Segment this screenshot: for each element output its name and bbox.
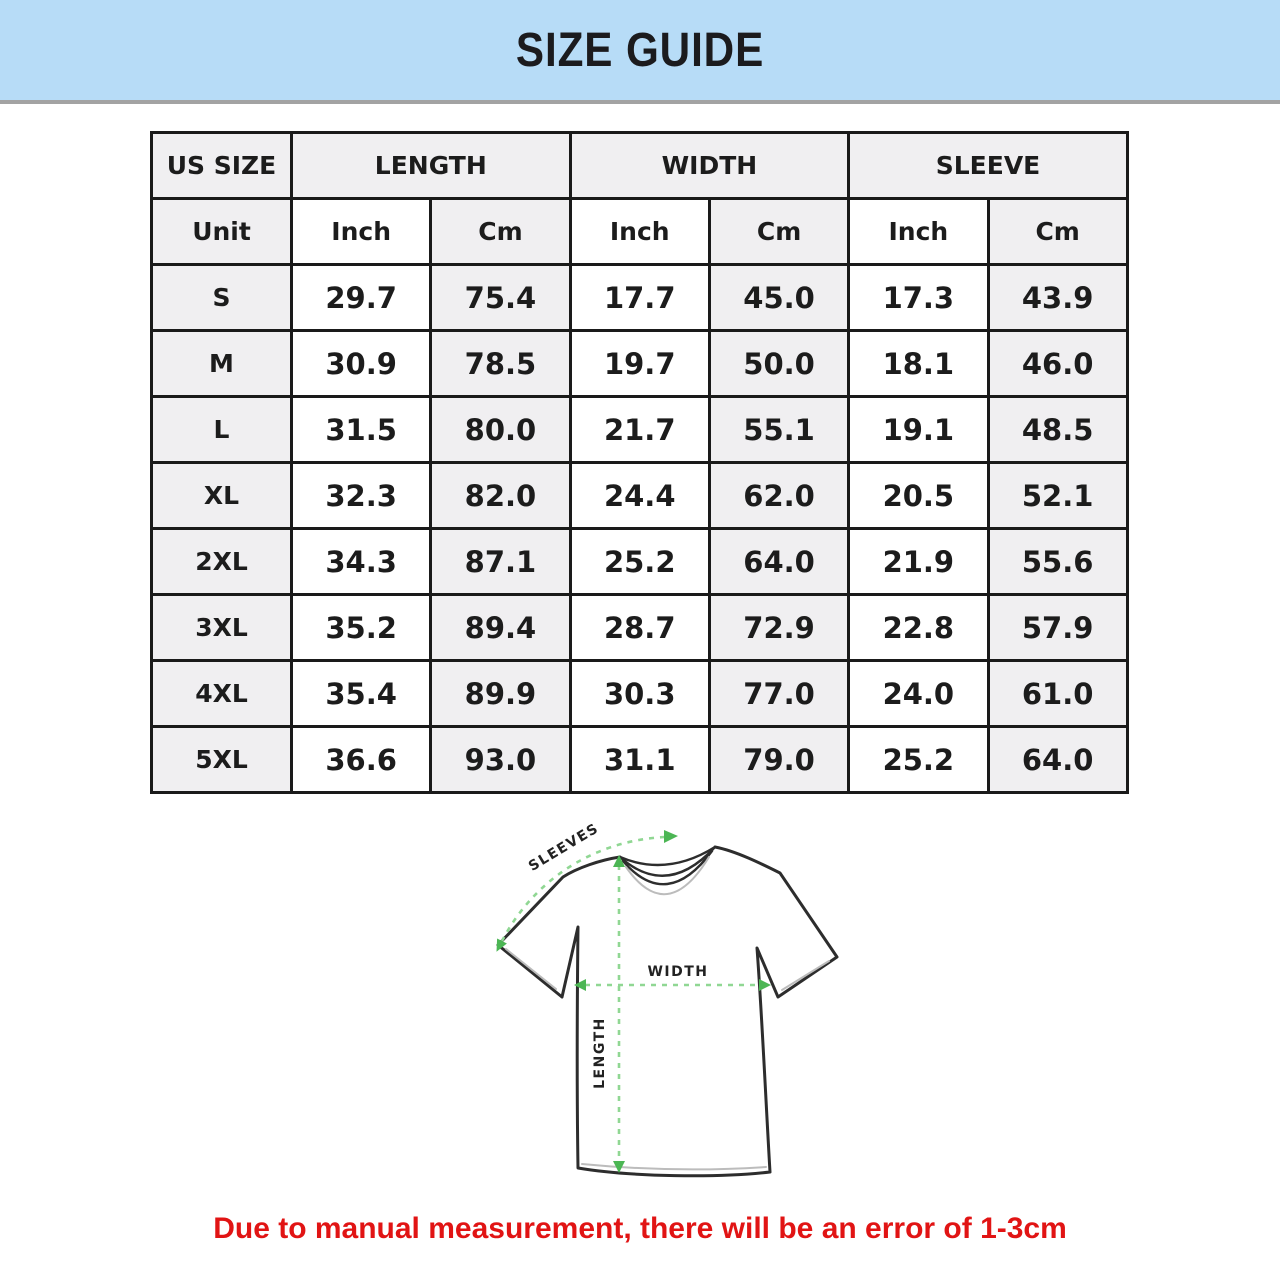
size-label-cell: M [152,331,292,397]
measurement-value-cell: 87.1 [431,529,570,595]
width-arrowhead-right [759,979,771,991]
measurement-value-cell: 61.0 [988,661,1127,727]
measurement-value-cell: 35.2 [292,595,431,661]
measurement-value-cell: 55.6 [988,529,1127,595]
measurement-value-cell: 30.3 [570,661,709,727]
table-row [152,331,1128,397]
measurement-value-cell: 25.2 [849,727,988,793]
measurement-value-cell: 31.1 [570,727,709,793]
measurement-value-cell: 24.4 [570,463,709,529]
size-table-body [152,265,1128,793]
measurement-value-cell: 30.9 [292,331,431,397]
measurement-value-cell: 78.5 [431,331,570,397]
unit-cm-cell: Cm [431,199,570,265]
measurement-value-cell: 32.3 [292,463,431,529]
measurement-value-cell: 29.7 [292,265,431,331]
measurement-value-cell: 72.9 [709,595,848,661]
size-label-cell: XL [152,463,292,529]
col-header-width: WIDTH [570,133,849,199]
measurement-value-cell: 24.0 [849,661,988,727]
banner [0,0,1280,104]
table-row [152,265,1128,331]
measurement-value-cell: 57.9 [988,595,1127,661]
size-label-cell: 4XL [152,661,292,727]
unit-header-cell: Unit [152,199,292,265]
length-arrow [613,855,625,1173]
unit-inch-cell: Inch [570,199,709,265]
measurement-value-cell: 80.0 [431,397,570,463]
group-header-row [152,133,1128,199]
length-label: LENGTH [592,1017,608,1089]
measurement-value-cell: 28.7 [570,595,709,661]
size-label-cell: L [152,397,292,463]
measurement-value-cell: 52.1 [988,463,1127,529]
size-label-cell: 2XL [152,529,292,595]
unit-row [152,199,1128,265]
measurement-value-cell: 18.1 [849,331,988,397]
tshirt-diagram [460,815,880,1215]
tshirt-outline [498,847,837,1176]
right-cuff-seam [782,961,829,990]
measurement-value-cell: 20.5 [849,463,988,529]
measurement-value-cell: 19.7 [570,331,709,397]
measurement-value-cell: 21.9 [849,529,988,595]
size-label-cell: S [152,265,292,331]
width-arrow [574,979,771,991]
measurement-value-cell: 36.6 [292,727,431,793]
measurement-value-cell: 89.9 [431,661,570,727]
table-row [152,529,1128,595]
unit-cm-cell: Cm [988,199,1127,265]
measurement-value-cell: 62.0 [709,463,848,529]
measurement-value-cell: 22.8 [849,595,988,661]
measurement-value-cell: 64.0 [988,727,1127,793]
hem-seam [582,1164,766,1169]
sleeves-label: SLEEVES [525,820,602,875]
measurement-value-cell: 82.0 [431,463,570,529]
measurement-value-cell: 19.1 [849,397,988,463]
measurement-value-cell: 17.3 [849,265,988,331]
measurement-value-cell: 64.0 [709,529,848,595]
measurement-value-cell: 17.7 [570,265,709,331]
width-label: WIDTH [647,964,709,980]
measurement-value-cell: 75.4 [431,265,570,331]
measurement-value-cell: 25.2 [570,529,709,595]
table-row [152,727,1128,793]
col-header-us-size: US SIZE [152,133,292,199]
table-row [152,397,1128,463]
size-label-cell: 3XL [152,595,292,661]
unit-inch-cell: Inch [292,199,431,265]
width-arrowhead-left [574,979,586,991]
measurement-value-cell: 43.9 [988,265,1127,331]
sleeves-arrowhead-right [664,830,678,843]
measurement-value-cell: 89.4 [431,595,570,661]
measurement-value-cell: 48.5 [988,397,1127,463]
col-header-sleeve: SLEEVE [849,133,1128,199]
measurement-value-cell: 21.7 [570,397,709,463]
measurement-value-cell: 34.3 [292,529,431,595]
measurement-value-cell: 55.1 [709,397,848,463]
collar-back-line [620,847,715,865]
measurement-value-cell: 35.4 [292,661,431,727]
unit-cm-cell: Cm [709,199,848,265]
col-header-length: LENGTH [292,133,571,199]
measurement-value-cell: 79.0 [709,727,848,793]
size-table [150,131,1129,794]
measurement-value-cell: 46.0 [988,331,1127,397]
measurement-value-cell: 45.0 [709,265,848,331]
table-row [152,463,1128,529]
measurement-value-cell: 93.0 [431,727,570,793]
measurement-value-cell: 31.5 [292,397,431,463]
table-row [152,661,1128,727]
table-row [152,595,1128,661]
page-title: SIZE GUIDE [515,23,765,77]
size-label-cell: 5XL [152,727,292,793]
measurement-value-cell: 50.0 [709,331,848,397]
unit-inch-cell: Inch [849,199,988,265]
left-cuff-seam [506,949,556,989]
measurement-note: Due to manual measurement, there will be an error of 1-3cm [213,1212,1067,1245]
measurement-value-cell: 77.0 [709,661,848,727]
